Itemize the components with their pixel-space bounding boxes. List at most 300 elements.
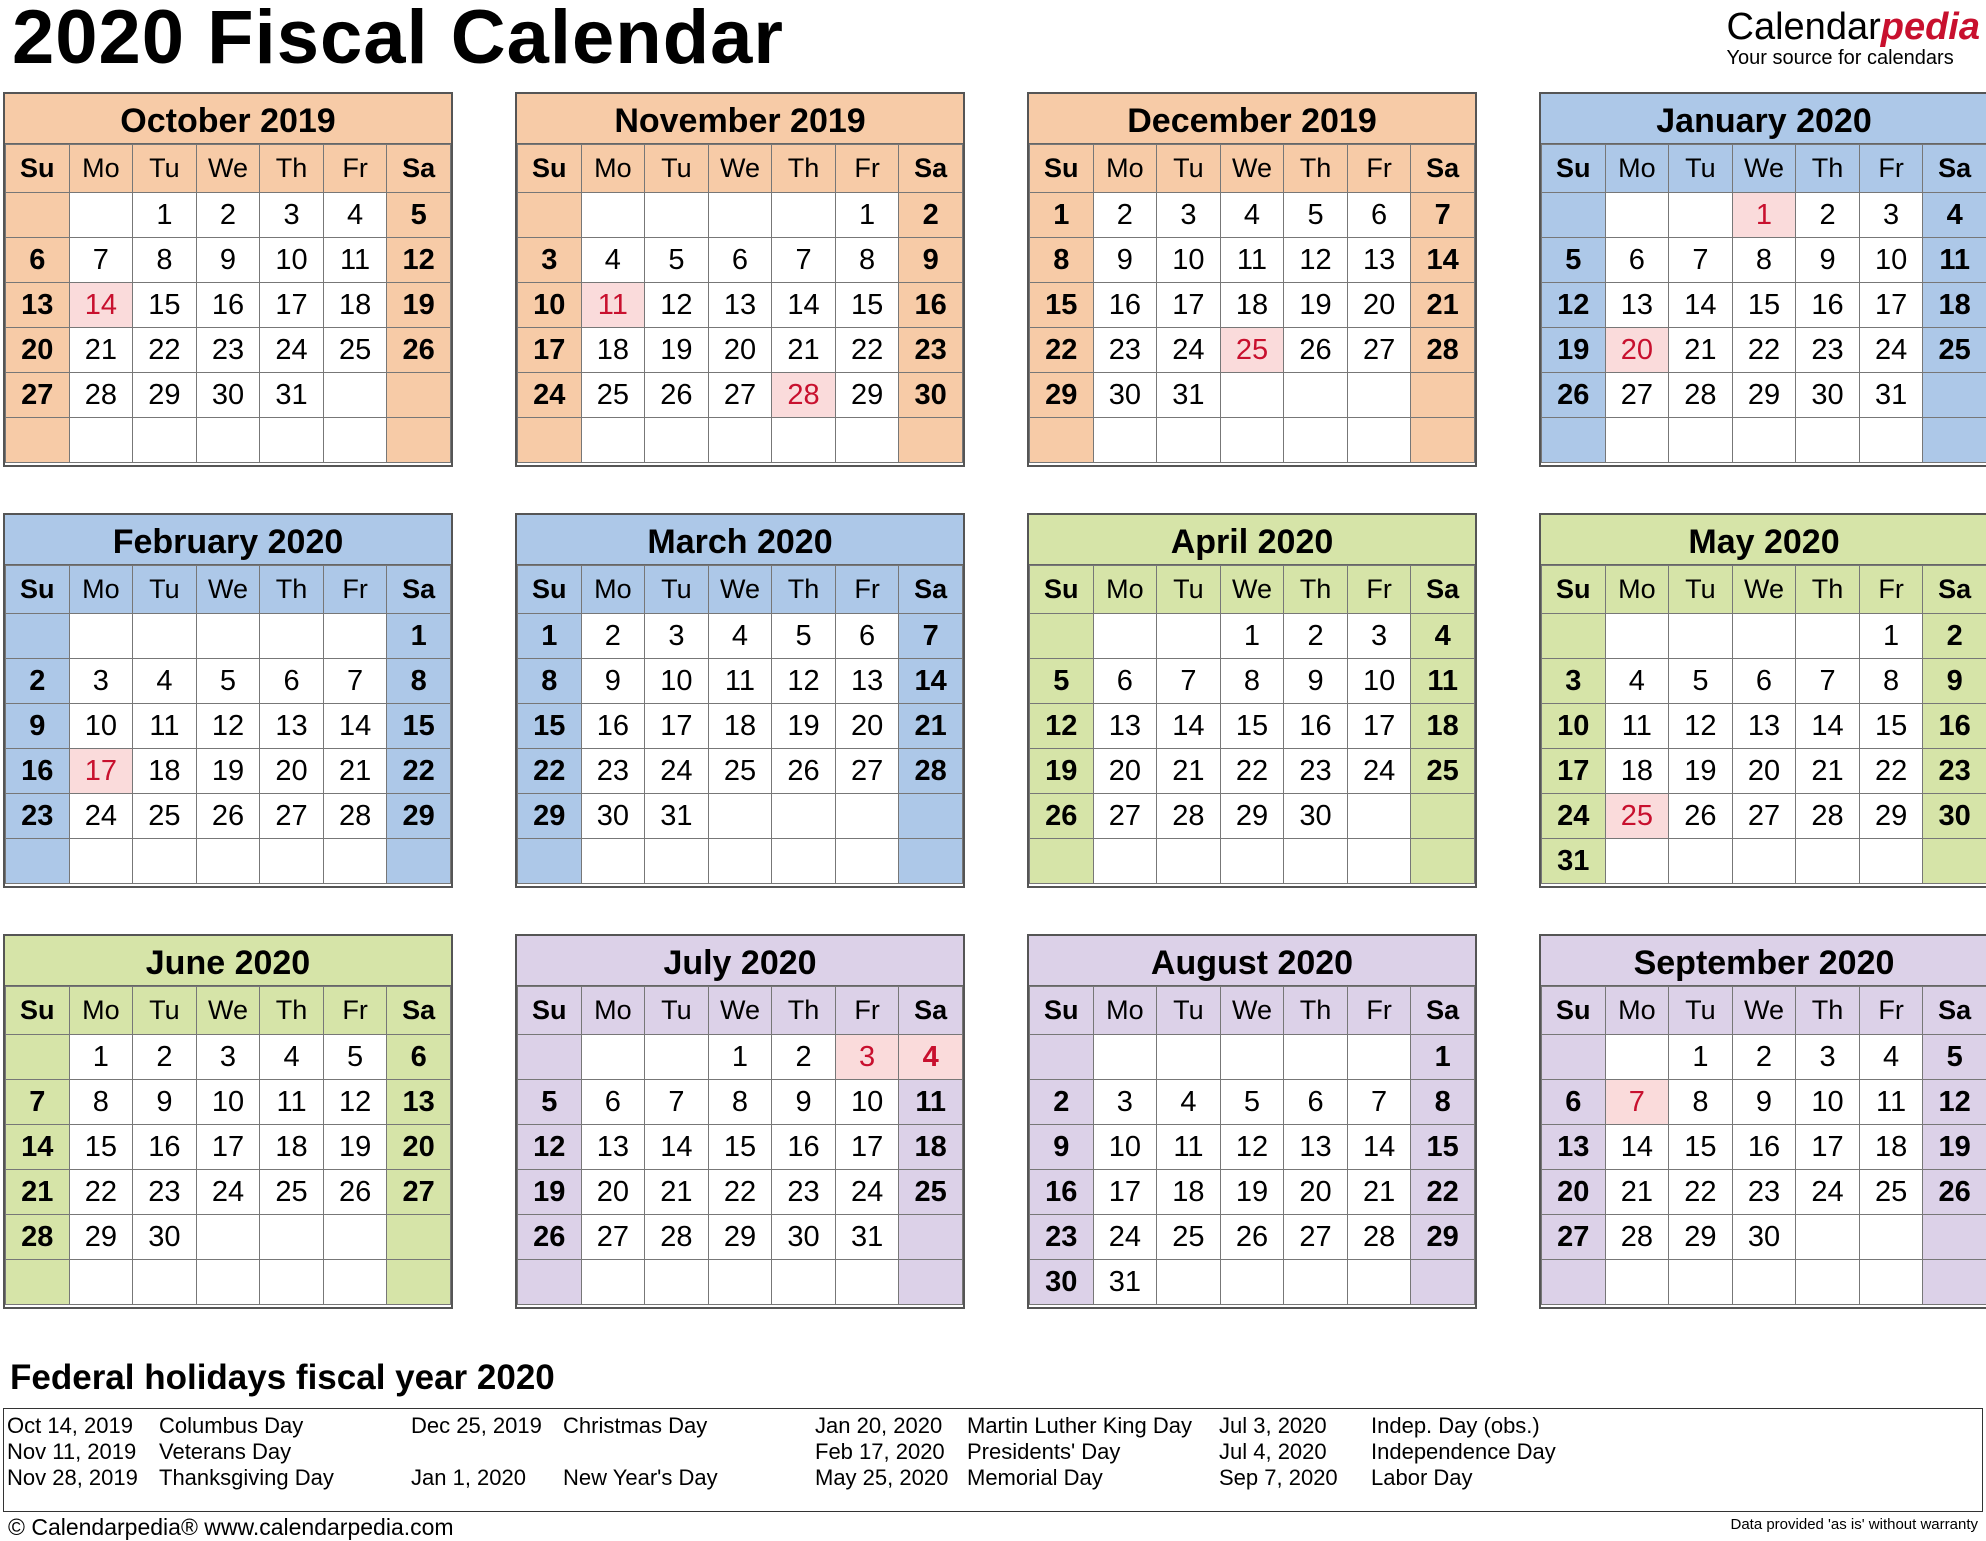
day-cell: 14	[1796, 704, 1860, 749]
day-cell: 16	[1732, 1125, 1796, 1170]
empty-day-cell	[1605, 1260, 1669, 1305]
day-cell: 2	[133, 1035, 197, 1080]
day-cell: 29	[387, 794, 451, 839]
week-row	[518, 749, 963, 794]
empty-day-cell	[196, 1260, 260, 1305]
empty-day-cell	[1157, 1260, 1221, 1305]
weekday-label: Th	[1796, 145, 1860, 193]
weekday-label: We	[1220, 566, 1284, 614]
day-cell: 9	[196, 238, 260, 283]
empty-day-cell	[1284, 373, 1348, 418]
day-cell: 29	[133, 373, 197, 418]
day-cell: 28	[323, 794, 387, 839]
week-row	[6, 193, 451, 238]
weekday-label: Th	[260, 987, 324, 1035]
day-cell: 24	[1542, 794, 1606, 839]
day-cell: 23	[1030, 1215, 1094, 1260]
weekday-header-row	[1542, 145, 1986, 193]
day-cell: 28	[1157, 794, 1221, 839]
week-row	[518, 1170, 963, 1215]
empty-day-cell	[260, 1215, 324, 1260]
weekday-label: Mo	[581, 566, 645, 614]
day-cell: 2	[1923, 614, 1986, 659]
holiday-date: Oct 14, 2019	[7, 1413, 133, 1438]
day-cell: 10	[1157, 238, 1221, 283]
day-cell: 5	[1284, 193, 1348, 238]
week-row	[6, 1080, 451, 1125]
day-cell: 9	[772, 1080, 836, 1125]
day-cell: 24	[1093, 1215, 1157, 1260]
day-cell: 10	[1347, 659, 1411, 704]
day-cell: 23	[1093, 328, 1157, 373]
weekday-label: Mo	[1605, 987, 1669, 1035]
day-cell: 9	[1796, 238, 1860, 283]
weekday-label: We	[708, 566, 772, 614]
week-row	[1030, 614, 1475, 659]
weekday-label: Sa	[899, 145, 963, 193]
day-cell: 28	[1796, 794, 1860, 839]
day-cell: 25	[708, 749, 772, 794]
day-cell: 18	[260, 1125, 324, 1170]
day-cell: 21	[645, 1170, 709, 1215]
weekday-label: We	[1220, 145, 1284, 193]
brand-logo[interactable]	[1727, 6, 1980, 68]
holiday-date: Jan 1, 2020	[411, 1465, 526, 1490]
weekday-label: Th	[260, 145, 324, 193]
day-cell: 11	[1859, 1080, 1923, 1125]
empty-day-cell	[1923, 839, 1986, 884]
day-cell: 8	[708, 1080, 772, 1125]
day-cell: 6	[387, 1035, 451, 1080]
day-cell: 2	[1093, 193, 1157, 238]
weekday-label: Su	[1542, 145, 1606, 193]
day-cell: 20	[708, 328, 772, 373]
day-cell: 8	[1220, 659, 1284, 704]
day-cell: 8	[1859, 659, 1923, 704]
week-row	[1030, 193, 1475, 238]
day-cell: 20	[260, 749, 324, 794]
weekday-header-row	[6, 145, 451, 193]
week-row	[6, 283, 451, 328]
week-row	[6, 418, 451, 463]
day-cell: 28	[1347, 1215, 1411, 1260]
day-cell: 16	[1030, 1170, 1094, 1215]
empty-day-cell	[1030, 614, 1094, 659]
holiday-date: Jul 4, 2020	[1219, 1439, 1327, 1464]
month-title: October 2019	[5, 94, 451, 144]
day-cell: 23	[1923, 749, 1986, 794]
day-cell: 22	[518, 749, 582, 794]
week-row	[1542, 193, 1986, 238]
week-row	[1030, 373, 1475, 418]
empty-day-cell	[1605, 839, 1669, 884]
day-cell: 25	[260, 1170, 324, 1215]
week-row	[1542, 704, 1986, 749]
empty-day-cell	[323, 418, 387, 463]
month-grid	[1029, 565, 1475, 884]
empty-day-cell	[133, 614, 197, 659]
day-cell: 4	[1859, 1035, 1923, 1080]
weekday-label: Mo	[69, 566, 133, 614]
day-cell: 17	[196, 1125, 260, 1170]
empty-day-cell	[1542, 1035, 1606, 1080]
day-cell: 19	[196, 749, 260, 794]
week-row	[1030, 749, 1475, 794]
day-cell: 12	[645, 283, 709, 328]
empty-day-cell	[708, 418, 772, 463]
day-cell: 26	[1220, 1215, 1284, 1260]
week-row	[1030, 1080, 1475, 1125]
weekday-label: Su	[6, 566, 70, 614]
day-cell: 4	[581, 238, 645, 283]
weekday-label: Fr	[1859, 987, 1923, 1035]
week-row	[518, 373, 963, 418]
day-cell: 18	[581, 328, 645, 373]
day-cell: 27	[1284, 1215, 1348, 1260]
holiday-name: Independence Day	[1371, 1439, 1556, 1464]
empty-day-cell	[1605, 418, 1669, 463]
empty-day-cell	[323, 1260, 387, 1305]
day-cell: 26	[1284, 328, 1348, 373]
day-cell: 6	[835, 614, 899, 659]
day-cell: 29	[1732, 373, 1796, 418]
day-cell: 22	[708, 1170, 772, 1215]
week-row	[1542, 839, 1986, 884]
day-cell: 10	[196, 1080, 260, 1125]
day-cell: 10	[835, 1080, 899, 1125]
day-cell: 4	[1411, 614, 1475, 659]
empty-day-cell	[69, 614, 133, 659]
empty-day-cell	[1669, 1260, 1733, 1305]
day-cell: 7	[772, 238, 836, 283]
day-cell: 29	[708, 1215, 772, 1260]
empty-day-cell	[1220, 1035, 1284, 1080]
month-grid	[1541, 144, 1986, 463]
footer-disclaimer: Data provided 'as is' without warranty	[1730, 1516, 1978, 1533]
day-cell: 6	[1284, 1080, 1348, 1125]
day-cell: 22	[1220, 749, 1284, 794]
day-cell: 6	[581, 1080, 645, 1125]
month-calendar	[3, 92, 453, 467]
day-cell: 27	[1542, 1215, 1606, 1260]
day-cell: 19	[1923, 1125, 1986, 1170]
weekday-label: Tu	[133, 145, 197, 193]
day-cell: 20	[387, 1125, 451, 1170]
day-cell: 1	[133, 193, 197, 238]
day-cell: 14	[1411, 238, 1475, 283]
day-cell: 26	[196, 794, 260, 839]
day-cell: 27	[1732, 794, 1796, 839]
week-row	[518, 1215, 963, 1260]
empty-day-cell	[645, 1260, 709, 1305]
day-cell: 20	[581, 1170, 645, 1215]
weekday-header-row	[1030, 566, 1475, 614]
empty-day-cell	[1411, 1260, 1475, 1305]
week-row	[1542, 1215, 1986, 1260]
weekday-label: Tu	[645, 145, 709, 193]
empty-day-cell	[6, 1035, 70, 1080]
day-cell: 14	[1157, 704, 1221, 749]
month-title: February 2020	[5, 515, 451, 565]
empty-day-cell	[1605, 614, 1669, 659]
day-cell: 2	[1796, 193, 1860, 238]
week-row	[518, 238, 963, 283]
brand-tagline: Your source for calendars	[1726, 47, 1954, 69]
empty-day-cell	[387, 839, 451, 884]
weekday-label: Sa	[1923, 145, 1986, 193]
day-cell: 26	[772, 749, 836, 794]
week-row	[1030, 1035, 1475, 1080]
week-row	[1542, 794, 1986, 839]
empty-day-cell	[323, 1215, 387, 1260]
weekday-header-row	[1542, 566, 1986, 614]
day-cell: 22	[133, 328, 197, 373]
day-cell: 3	[1859, 193, 1923, 238]
day-cell: 6	[260, 659, 324, 704]
day-cell: 5	[1220, 1080, 1284, 1125]
weekday-label: Th	[1796, 566, 1860, 614]
day-cell: 9	[133, 1080, 197, 1125]
day-cell: 28	[899, 749, 963, 794]
holiday-day-cell: 11	[581, 283, 645, 328]
holidays-title: Federal holidays fiscal year 2020	[10, 1358, 555, 1397]
day-cell: 18	[1411, 704, 1475, 749]
month-calendar	[515, 934, 965, 1309]
day-cell: 26	[323, 1170, 387, 1215]
month-grid	[517, 986, 963, 1305]
empty-day-cell	[1796, 614, 1860, 659]
holiday-day-cell: 20	[1605, 328, 1669, 373]
day-cell: 15	[1411, 1125, 1475, 1170]
day-cell: 13	[1284, 1125, 1348, 1170]
day-cell: 4	[1220, 193, 1284, 238]
empty-day-cell	[1347, 1035, 1411, 1080]
day-cell: 12	[196, 704, 260, 749]
weekday-label: Sa	[899, 566, 963, 614]
weekday-label: Fr	[1859, 566, 1923, 614]
week-row	[6, 1260, 451, 1305]
weekday-label: Fr	[835, 987, 899, 1035]
week-row	[6, 328, 451, 373]
day-cell: 24	[645, 749, 709, 794]
day-cell: 1	[1030, 193, 1094, 238]
day-cell: 17	[260, 283, 324, 328]
month-grid	[5, 144, 451, 463]
week-row	[1542, 238, 1986, 283]
weekday-label: Fr	[323, 145, 387, 193]
day-cell: 3	[260, 193, 324, 238]
day-cell: 9	[899, 238, 963, 283]
empty-day-cell	[1030, 1035, 1094, 1080]
holiday-day-cell: 14	[69, 283, 133, 328]
empty-day-cell	[772, 839, 836, 884]
day-cell: 7	[899, 614, 963, 659]
month-calendar	[1539, 513, 1986, 888]
day-cell: 13	[387, 1080, 451, 1125]
day-cell: 17	[1796, 1125, 1860, 1170]
empty-day-cell	[1732, 614, 1796, 659]
empty-day-cell	[899, 794, 963, 839]
empty-day-cell	[1796, 418, 1860, 463]
day-cell: 27	[6, 373, 70, 418]
empty-day-cell	[645, 193, 709, 238]
week-row	[1542, 283, 1986, 328]
day-cell: 14	[6, 1125, 70, 1170]
week-row	[1030, 659, 1475, 704]
day-cell: 16	[1796, 283, 1860, 328]
month-title: December 2019	[1029, 94, 1475, 144]
holiday-day-cell: 25	[1605, 794, 1669, 839]
day-cell: 10	[1859, 238, 1923, 283]
day-cell: 7	[1411, 193, 1475, 238]
empty-day-cell	[835, 794, 899, 839]
weekday-label: Mo	[69, 145, 133, 193]
day-cell: 9	[1093, 238, 1157, 283]
day-cell: 3	[196, 1035, 260, 1080]
weekday-label: Mo	[1605, 566, 1669, 614]
day-cell: 11	[1605, 704, 1669, 749]
month-calendar	[3, 934, 453, 1309]
week-row	[518, 1080, 963, 1125]
empty-day-cell	[899, 1260, 963, 1305]
month-title: March 2020	[517, 515, 963, 565]
day-cell: 28	[1669, 373, 1733, 418]
day-cell: 16	[133, 1125, 197, 1170]
week-row	[1542, 418, 1986, 463]
week-row	[1030, 839, 1475, 884]
empty-day-cell	[1732, 1260, 1796, 1305]
day-cell: 1	[1859, 614, 1923, 659]
day-cell: 11	[899, 1080, 963, 1125]
holiday-date: May 25, 2020	[815, 1465, 949, 1490]
day-cell: 8	[1669, 1080, 1733, 1125]
day-cell: 9	[6, 704, 70, 749]
day-cell: 10	[260, 238, 324, 283]
calendar-grid	[0, 92, 1986, 1314]
week-row	[1542, 1125, 1986, 1170]
day-cell: 24	[1157, 328, 1221, 373]
week-row	[518, 328, 963, 373]
weekday-label: Th	[1284, 987, 1348, 1035]
empty-day-cell	[133, 418, 197, 463]
week-row	[518, 1125, 963, 1170]
week-row	[6, 794, 451, 839]
day-cell: 6	[1732, 659, 1796, 704]
day-cell: 10	[1796, 1080, 1860, 1125]
empty-day-cell	[1347, 1260, 1411, 1305]
empty-day-cell	[1796, 1260, 1860, 1305]
holiday-day-cell: 4	[899, 1035, 963, 1080]
day-cell: 13	[708, 283, 772, 328]
day-cell: 24	[1796, 1170, 1860, 1215]
day-cell: 25	[581, 373, 645, 418]
empty-day-cell	[1732, 418, 1796, 463]
page-title: 2020 Fiscal Calendar	[12, 0, 784, 80]
day-cell: 24	[835, 1170, 899, 1215]
day-cell: 15	[69, 1125, 133, 1170]
day-cell: 28	[6, 1215, 70, 1260]
day-cell: 24	[196, 1170, 260, 1215]
weekday-label: Fr	[1347, 145, 1411, 193]
day-cell: 22	[835, 328, 899, 373]
empty-day-cell	[1220, 839, 1284, 884]
empty-day-cell	[69, 418, 133, 463]
month-calendar	[515, 513, 965, 888]
weekday-label: Fr	[1347, 566, 1411, 614]
empty-day-cell	[1093, 418, 1157, 463]
empty-day-cell	[69, 1260, 133, 1305]
day-cell: 2	[196, 193, 260, 238]
day-cell: 16	[1284, 704, 1348, 749]
empty-day-cell	[518, 839, 582, 884]
month-title: April 2020	[1029, 515, 1475, 565]
weekday-label: Tu	[1157, 987, 1221, 1035]
day-cell: 16	[6, 749, 70, 794]
day-cell: 24	[1347, 749, 1411, 794]
day-cell: 3	[1796, 1035, 1860, 1080]
day-cell: 21	[69, 328, 133, 373]
day-cell: 13	[1347, 238, 1411, 283]
footer-copyright[interactable]: © Calendarpedia® www.calendarpedia.com	[8, 1514, 454, 1540]
day-cell: 6	[1605, 238, 1669, 283]
day-cell: 2	[772, 1035, 836, 1080]
empty-day-cell	[1411, 794, 1475, 839]
day-cell: 1	[1669, 1035, 1733, 1080]
week-row	[518, 1260, 963, 1305]
empty-day-cell	[518, 193, 582, 238]
month-calendar	[1539, 92, 1986, 467]
week-row	[518, 283, 963, 328]
day-cell: 20	[835, 704, 899, 749]
day-cell: 14	[772, 283, 836, 328]
weekday-label: We	[196, 145, 260, 193]
empty-day-cell	[323, 373, 387, 418]
empty-day-cell	[1542, 1260, 1606, 1305]
day-cell: 18	[1923, 283, 1986, 328]
weekday-label: We	[196, 566, 260, 614]
day-cell: 25	[1411, 749, 1475, 794]
day-cell: 26	[1542, 373, 1606, 418]
day-cell: 29	[1669, 1215, 1733, 1260]
day-cell: 27	[1347, 328, 1411, 373]
empty-day-cell	[387, 373, 451, 418]
day-cell: 31	[1157, 373, 1221, 418]
week-row	[1030, 1170, 1475, 1215]
day-cell: 3	[1093, 1080, 1157, 1125]
week-row	[6, 749, 451, 794]
weekday-label: Tu	[133, 566, 197, 614]
empty-day-cell	[1923, 373, 1986, 418]
holiday-name: Christmas Day	[563, 1413, 708, 1438]
day-cell: 1	[1220, 614, 1284, 659]
weekday-header-row	[6, 566, 451, 614]
day-cell: 27	[581, 1215, 645, 1260]
weekday-label: Sa	[899, 987, 963, 1035]
day-cell: 27	[708, 373, 772, 418]
day-cell: 2	[581, 614, 645, 659]
day-cell: 2	[1284, 614, 1348, 659]
day-cell: 27	[1093, 794, 1157, 839]
empty-day-cell	[196, 614, 260, 659]
day-cell: 10	[1542, 704, 1606, 749]
empty-day-cell	[1157, 614, 1221, 659]
holiday-date: Feb 17, 2020	[815, 1439, 945, 1464]
week-row	[1030, 418, 1475, 463]
day-cell: 19	[1220, 1170, 1284, 1215]
day-cell: 3	[645, 614, 709, 659]
weekday-label: Sa	[1923, 566, 1986, 614]
holiday-date: Nov 11, 2019	[7, 1439, 137, 1464]
